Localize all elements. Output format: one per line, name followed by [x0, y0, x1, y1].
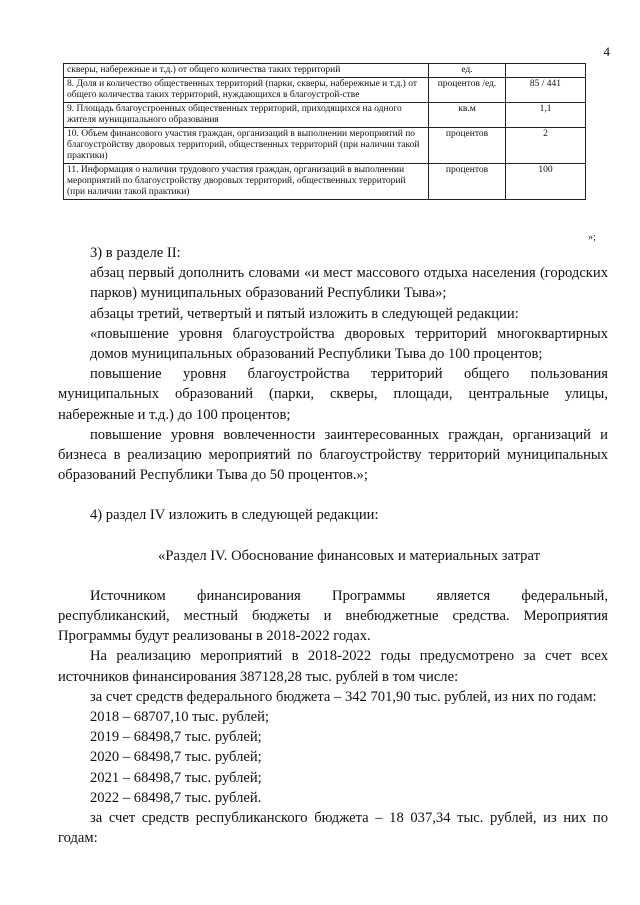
document-body [58, 243, 608, 848]
table-closing-mark: »; [588, 232, 596, 243]
table-cell-value: 100 [506, 164, 586, 200]
paragraph-section-ii: 3) в разделе II: [90, 245, 181, 261]
year-line: 2019 – 68498,7 тыс. рублей; [90, 729, 262, 746]
year-line: 2022 – 68498,7 тыс. рублей. [90, 789, 262, 806]
year-line: 2021 – 68498,7 тыс. рублей; [90, 769, 262, 786]
paragraph: за счет средств федерального бюджета – 342 701,90 тыс. рублей, из них по годам: [90, 688, 597, 705]
section-heading: «Раздел IV. Обоснование финансовых и материальных затрат [158, 547, 540, 564]
table-cell-indicator: 8. Доля и количество общественных территорий (парки, скверы, набережные и т.д.) от общего количества таких территорий, нуждающихся в благоустрой-стве [64, 78, 429, 103]
paragraph: повышение уровня вовлеченности заинтересованных граждан, организаций и бизнеса в реализацию мероприятий по благоустройству территорий муниципальных образований Республики Тыва до 50 процентов.»; [58, 426, 608, 484]
indicators-table [63, 63, 586, 200]
table-cell-indicator: 10. Объем финансового участия граждан, организаций в выполнении мероприятий по благоустройству дворовых территорий, общественных территорий (при наличии такой практики) [64, 128, 429, 164]
table-row [64, 164, 586, 200]
table-cell-unit: процентов [429, 164, 506, 200]
paragraph: Источником финансирования Программы является федеральный, республиканский, местный бюджеты и внебюджетные средства. Мероприятия Программы будут реализованы в 2018-2022 годах. [58, 587, 608, 645]
table-row [64, 103, 586, 128]
paragraph: абзацы третий, четвертый и пятый изложить в следующей редакции: [90, 305, 519, 322]
table-cell-indicator: скверы, набережные и т.д.) от общего количества таких территорий [64, 64, 429, 78]
table-cell-indicator: 11. Информация о наличии трудового участия граждан, организаций в выполнении мероприятий по благоустройству дворовых территорий, общественных территорий (при наличии такой практики) [64, 164, 429, 200]
table-cell-unit: ед. [429, 64, 506, 78]
table-cell-unit: кв.м [429, 103, 506, 128]
paragraph: повышение уровня благоустройства территорий общего пользования муниципальных образований (парки, скверы, площади, центральные улицы, набережные и т.д.) до 100 процентов; [58, 366, 608, 423]
table-row [64, 128, 586, 164]
table-cell-unit: процентов /ед. [429, 78, 506, 103]
table-cell-value: 2 [506, 128, 586, 164]
table-cell-value: 85 / 441 [506, 78, 586, 103]
paragraph: На реализацию мероприятий в 2018-2022 годы предусмотрено за счет всех источников финансирования 387128,28 тыс. рублей в том числе: [58, 648, 608, 685]
paragraph: за счет средств республиканского бюджета – 18 037,34 тыс. рублей, из них по годам: [58, 810, 608, 847]
paragraph-section-iv: 4) раздел IV изложить в следующей редакции: [90, 507, 379, 524]
year-line: 2018 – 68707,10 тыс. рублей; [90, 709, 270, 726]
table-cell-indicator: 9. Площадь благоустроенных общественных территорий, приходящихся на одного жителя муниципального образования [64, 103, 429, 128]
paragraph: «повышение уровня благоустройства дворовых территорий многоквартирных домов муниципальных образований Республики Тыва до 100 процентов; [90, 325, 608, 363]
table-cell-value [506, 64, 586, 78]
page-number: 4 [603, 44, 610, 59]
table-cell-unit: процентов [429, 128, 506, 164]
paragraph: абзац первый дополнить словами «и мест массового отдыха населения (городских парков) муниципальных образований Республики Тыва»; [90, 265, 608, 302]
table-row [64, 64, 586, 78]
year-line: 2020 – 68498,7 тыс. рублей; [90, 749, 262, 766]
table-row [64, 78, 586, 103]
table-cell-value: 1,1 [506, 103, 586, 128]
